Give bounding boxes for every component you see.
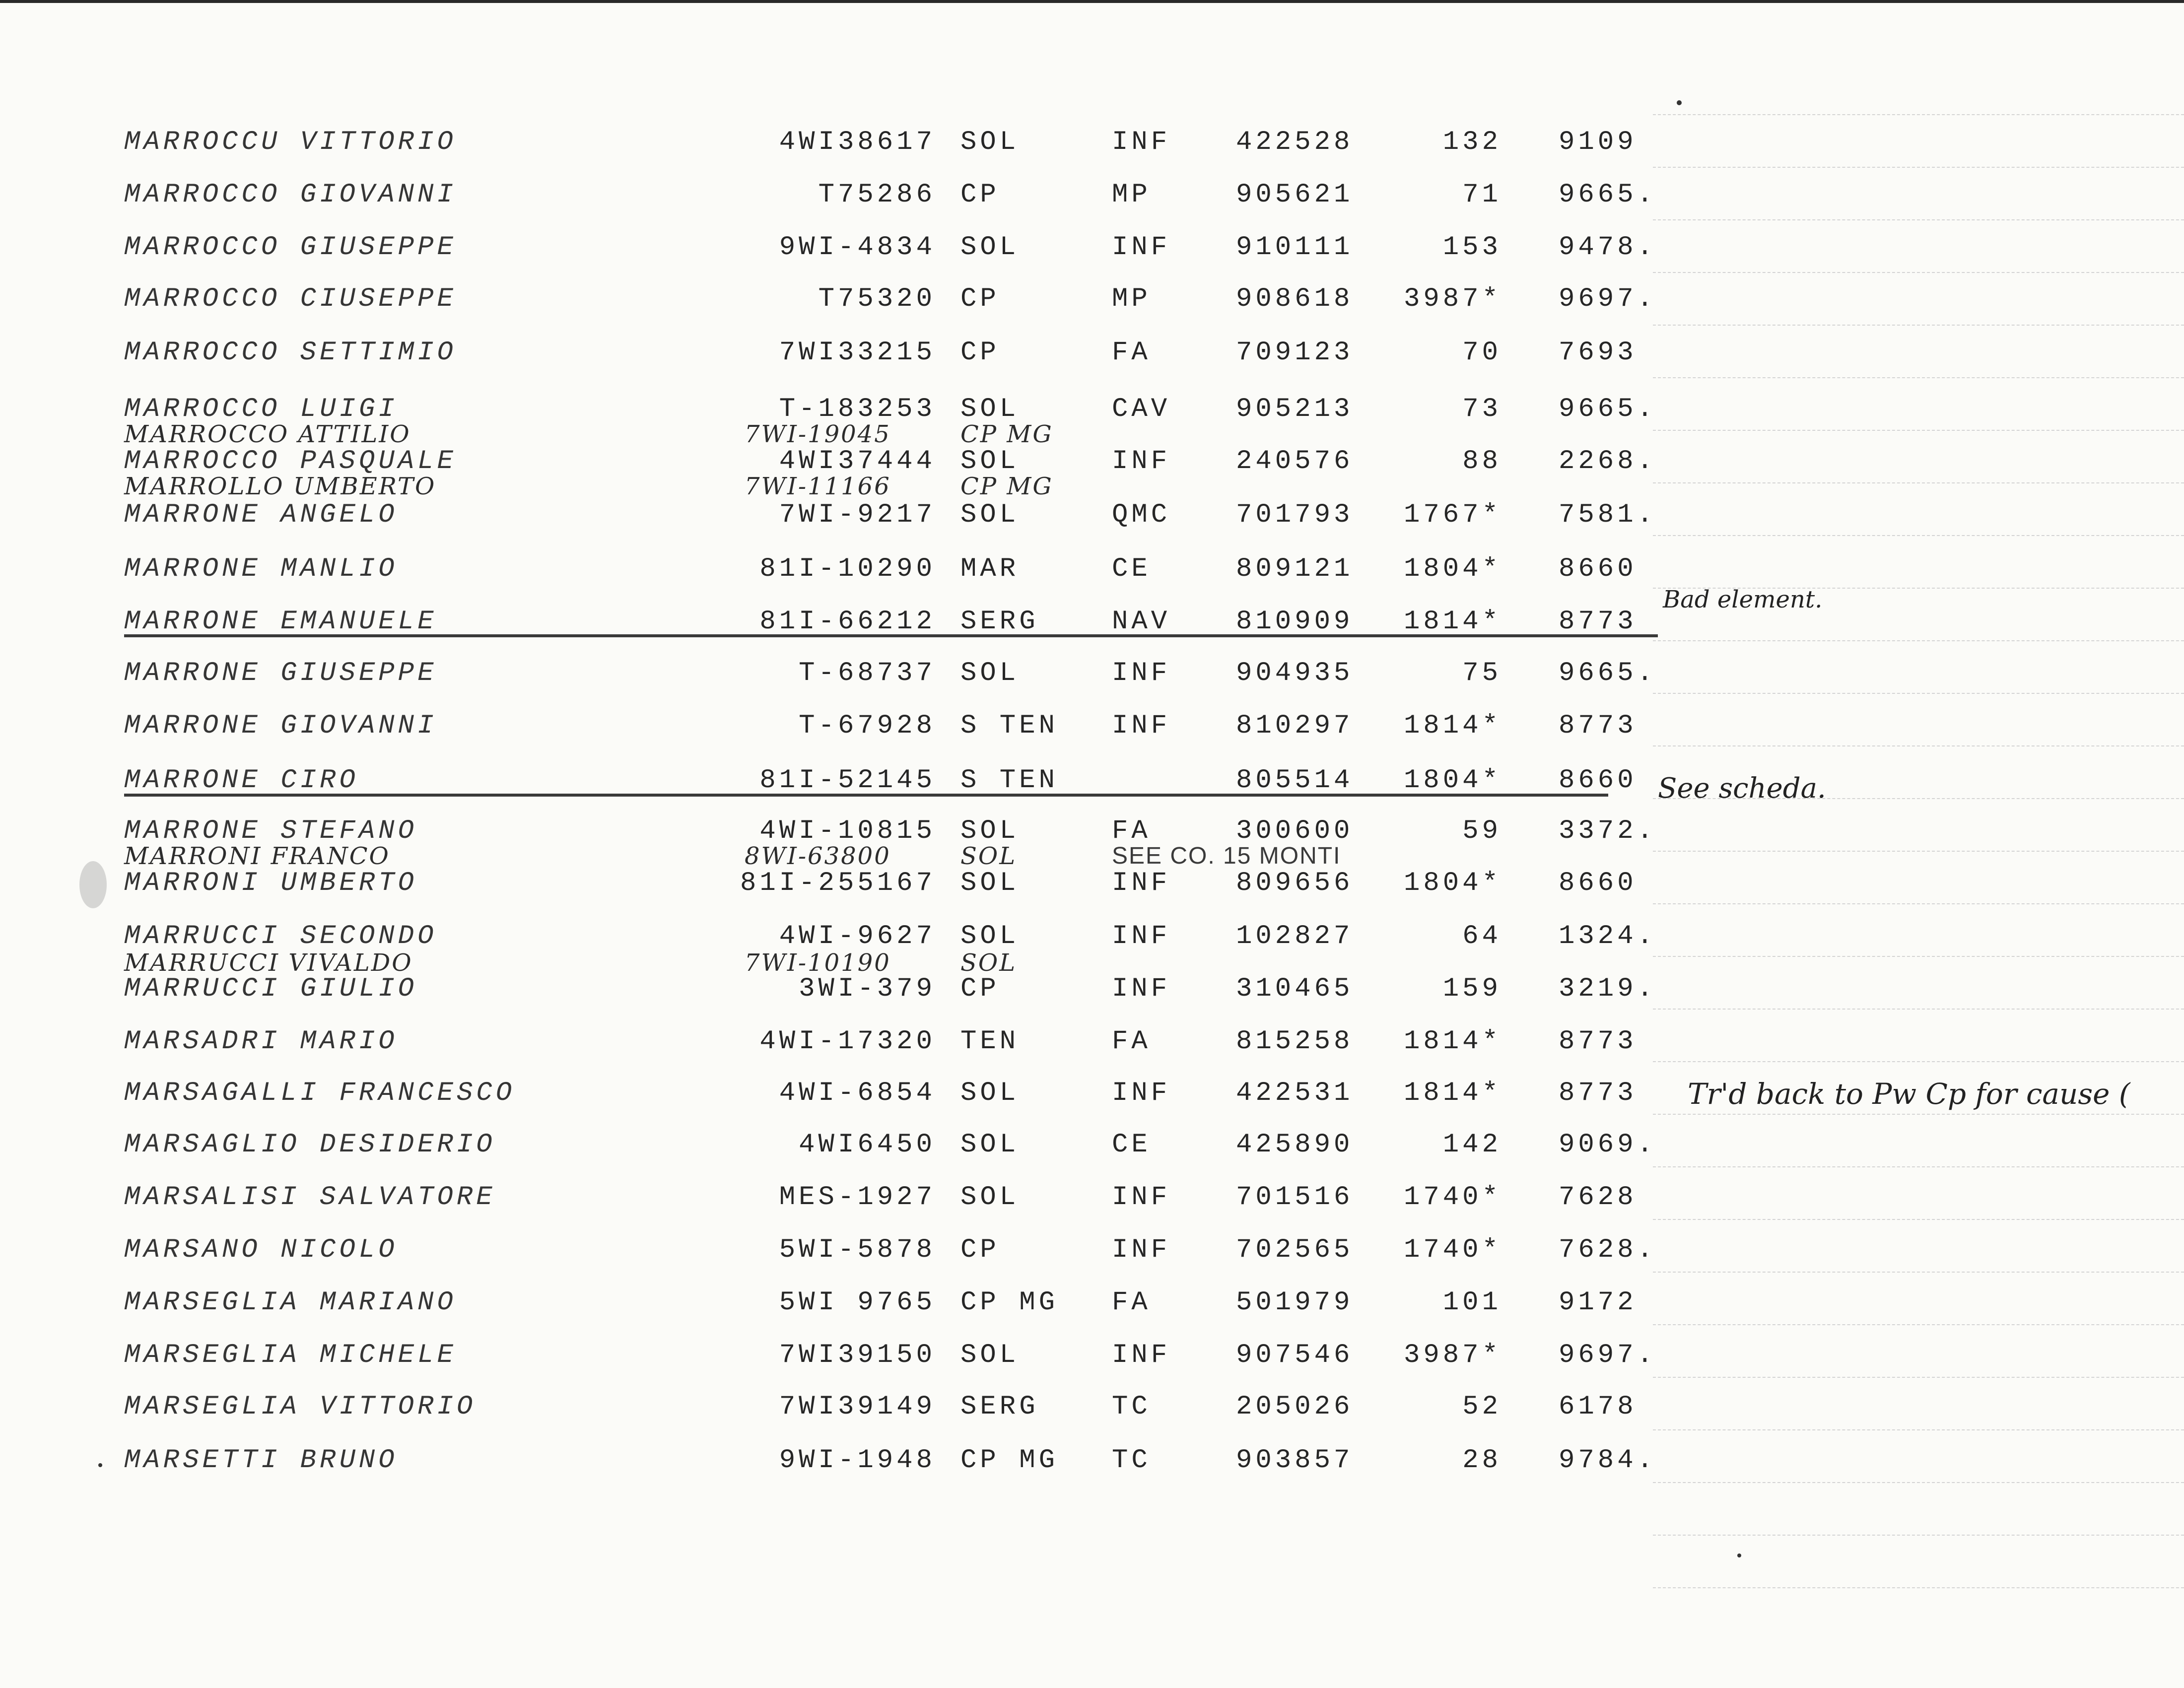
rank-cell: SOL bbox=[960, 658, 1020, 688]
rank-cell: S TEN bbox=[960, 711, 1059, 741]
rank-cell: CP bbox=[960, 338, 1000, 368]
table-row bbox=[0, 1338, 1688, 1373]
code-cell: 300600 bbox=[1236, 816, 1354, 846]
code-cell: 809656 bbox=[1236, 868, 1354, 898]
branch-cell: INF bbox=[1112, 446, 1171, 476]
guide-line bbox=[1653, 903, 2184, 904]
name-cell: MARROCCO CIUSEPPE bbox=[124, 284, 457, 314]
name-cell: MARSETTI BRUNO bbox=[124, 1445, 398, 1476]
guide-line bbox=[1653, 956, 2184, 957]
guide-line bbox=[1653, 1482, 2184, 1483]
branch-cell: FA bbox=[1112, 338, 1151, 368]
handwritten-serial: 8WI-63800 bbox=[745, 842, 891, 870]
handwritten-rank: SOL bbox=[960, 949, 1017, 977]
category-cell: 9697. bbox=[1559, 284, 1657, 314]
number-cell: 153 bbox=[1442, 232, 1502, 263]
number-cell: 1814* bbox=[1403, 1026, 1502, 1057]
name-cell: MARSEGLIA MARIANO bbox=[124, 1287, 457, 1318]
branch-cell: FA bbox=[1112, 816, 1151, 846]
category-cell: 6178 bbox=[1559, 1392, 1637, 1422]
rank-cell: SOL bbox=[960, 1130, 1020, 1160]
branch-cell: CE bbox=[1112, 554, 1151, 584]
serial-cell: T75320 bbox=[818, 284, 936, 314]
handwritten-name: MARROCCO ATTILIO bbox=[124, 420, 411, 448]
serial-cell: 5WI 9765 bbox=[779, 1287, 936, 1318]
category-cell: 7693 bbox=[1559, 338, 1637, 368]
guide-line bbox=[1653, 851, 2184, 852]
guide-line bbox=[1653, 325, 2184, 326]
name-cell: MARSEGLIA MICHELE bbox=[124, 1340, 457, 1370]
table-row bbox=[0, 125, 1688, 160]
code-cell: 240576 bbox=[1236, 446, 1354, 476]
code-cell: 905621 bbox=[1236, 180, 1354, 210]
guide-line bbox=[1653, 1114, 2184, 1115]
handwritten-serial: 7WI-19045 bbox=[745, 420, 891, 448]
name-cell: MARSALISI SALVATORE bbox=[124, 1182, 496, 1213]
code-cell: 102827 bbox=[1236, 921, 1354, 951]
category-cell: 9784. bbox=[1559, 1445, 1657, 1476]
serial-cell: 4WI6450 bbox=[799, 1130, 936, 1160]
guide-line bbox=[1653, 272, 2184, 273]
guide-line bbox=[1653, 430, 2184, 431]
rank-cell: SOL bbox=[960, 1340, 1020, 1370]
serial-cell: 4WI-10815 bbox=[759, 816, 936, 846]
name-cell: MARSEGLIA VITTORIO bbox=[124, 1392, 477, 1422]
stray-mark bbox=[98, 1463, 102, 1467]
name-cell: MARRONE EMANUELE bbox=[124, 607, 437, 637]
page-top-edge bbox=[0, 0, 2184, 3]
guide-line bbox=[1653, 693, 2184, 694]
number-cell: 70 bbox=[1462, 338, 1502, 368]
number-cell: 132 bbox=[1442, 127, 1502, 157]
name-cell: MARRONE GIUSEPPE bbox=[124, 658, 437, 688]
rank-cell: CP MG bbox=[960, 1287, 1059, 1318]
code-cell: 905213 bbox=[1236, 394, 1354, 424]
number-cell: 1740* bbox=[1403, 1235, 1502, 1265]
serial-cell: 4WI38617 bbox=[779, 127, 936, 157]
guide-line bbox=[1653, 1587, 2184, 1588]
category-cell: 3219. bbox=[1559, 974, 1657, 1004]
number-cell: 1804* bbox=[1403, 765, 1502, 796]
number-cell: 75 bbox=[1462, 658, 1502, 688]
category-cell: 8660 bbox=[1559, 868, 1637, 898]
category-cell: 9697. bbox=[1559, 1340, 1657, 1370]
code-cell: 809121 bbox=[1236, 554, 1354, 584]
code-cell: 701516 bbox=[1236, 1182, 1354, 1213]
guide-line bbox=[1653, 1377, 2184, 1378]
handwritten-row bbox=[0, 419, 1688, 449]
code-cell: 702565 bbox=[1236, 1235, 1354, 1265]
code-cell: 810909 bbox=[1236, 607, 1354, 637]
number-cell: 1804* bbox=[1403, 554, 1502, 584]
category-cell: 9069. bbox=[1559, 1130, 1657, 1160]
name-cell: MARRUCCI GIULIO bbox=[124, 974, 418, 1004]
category-cell: 9109 bbox=[1559, 127, 1637, 157]
rank-cell: SOL bbox=[960, 446, 1020, 476]
branch-cell: INF bbox=[1112, 127, 1171, 157]
name-cell: MARSADRI MARIO bbox=[124, 1026, 398, 1057]
rank-cell: S TEN bbox=[960, 765, 1059, 796]
stray-mark bbox=[1677, 100, 1682, 105]
number-cell: 3987* bbox=[1403, 1340, 1502, 1370]
table-row bbox=[0, 552, 1688, 587]
category-cell: 8660 bbox=[1559, 765, 1637, 796]
name-cell: MARRUCCI SECONDO bbox=[124, 921, 437, 951]
branch-cell: INF bbox=[1112, 1235, 1171, 1265]
table-row bbox=[0, 1128, 1688, 1162]
name-cell: MARSAGLIO DESIDERIO bbox=[124, 1130, 496, 1160]
name-cell: MARRONE CIRO bbox=[124, 765, 359, 796]
guide-line bbox=[1653, 114, 2184, 115]
branch-cell: CAV bbox=[1112, 394, 1171, 424]
rank-cell: SERG bbox=[960, 1392, 1039, 1422]
serial-cell: 81I-255167 bbox=[740, 868, 936, 898]
category-cell: 8773 bbox=[1559, 1026, 1637, 1057]
number-cell: 88 bbox=[1462, 446, 1502, 476]
rank-cell: SOL bbox=[960, 921, 1020, 951]
name-cell: MARRONE MANLIO bbox=[124, 554, 398, 584]
guide-line bbox=[1653, 1324, 2184, 1325]
handwritten-serial: 7WI-11166 bbox=[745, 473, 891, 500]
name-cell: MARRONE ANGELO bbox=[124, 500, 398, 530]
code-cell: 709123 bbox=[1236, 338, 1354, 368]
handwritten-name: MARRUCCI VIVALDO bbox=[124, 949, 413, 977]
margin-note-bad-element: Bad element. bbox=[1663, 586, 1823, 613]
name-cell: MARROCCO SETTIMIO bbox=[124, 338, 457, 368]
branch-cell: INF bbox=[1112, 974, 1171, 1004]
handwritten-name: MARROLLO UMBERTO bbox=[124, 473, 436, 500]
serial-cell: 81I-52145 bbox=[759, 765, 936, 796]
category-cell: 7628 bbox=[1559, 1182, 1637, 1213]
table-row bbox=[0, 1076, 1688, 1111]
number-cell: 159 bbox=[1442, 974, 1502, 1004]
guide-line bbox=[1653, 1219, 2184, 1220]
guide-line bbox=[1653, 1009, 2184, 1010]
rank-cell: SOL bbox=[960, 816, 1020, 846]
table-row bbox=[0, 866, 1688, 901]
number-cell: 1814* bbox=[1403, 711, 1502, 741]
name-cell: MARROCCO PASQUALE bbox=[124, 446, 457, 476]
handwritten-rank: CP MG bbox=[960, 420, 1053, 448]
table-row bbox=[0, 656, 1688, 691]
number-cell: 71 bbox=[1462, 180, 1502, 210]
category-cell: 8773 bbox=[1559, 1078, 1637, 1108]
rank-cell: SOL bbox=[960, 1078, 1020, 1108]
rank-cell: CP bbox=[960, 1235, 1000, 1265]
name-cell: MARRONE GIOVANNI bbox=[124, 711, 437, 741]
serial-cell: 7WI39149 bbox=[779, 1392, 936, 1422]
serial-cell: MES-1927 bbox=[779, 1182, 936, 1213]
rank-cell: SOL bbox=[960, 868, 1020, 898]
margin-note-transfer: Tr'd back to Pw Cp for cause ( bbox=[1688, 1077, 2130, 1111]
branch-cell: MP bbox=[1112, 180, 1151, 210]
code-cell: 310465 bbox=[1236, 974, 1354, 1004]
rank-cell: SOL bbox=[960, 394, 1020, 424]
code-cell: 205026 bbox=[1236, 1392, 1354, 1422]
rank-cell: CP bbox=[960, 284, 1000, 314]
guide-line bbox=[1653, 745, 2184, 746]
branch-cell: INF bbox=[1112, 711, 1171, 741]
table-row bbox=[0, 1285, 1688, 1320]
stray-mark bbox=[1737, 1553, 1741, 1557]
category-cell: 9478. bbox=[1559, 232, 1657, 263]
category-cell: 9172 bbox=[1559, 1287, 1637, 1318]
name-cell: MARROCCO GIUSEPPE bbox=[124, 232, 457, 263]
table-row bbox=[0, 1390, 1688, 1424]
typed-note: SEE CO. 15 MONTI bbox=[1112, 843, 1341, 869]
table-row bbox=[0, 498, 1688, 533]
branch-cell: INF bbox=[1112, 658, 1171, 688]
number-cell: 73 bbox=[1462, 394, 1502, 424]
serial-cell: 7WI39150 bbox=[779, 1340, 936, 1370]
serial-cell: 81I-10290 bbox=[759, 554, 936, 584]
guide-line bbox=[1653, 167, 2184, 168]
branch-cell: NAV bbox=[1112, 607, 1171, 637]
rank-cell: TEN bbox=[960, 1026, 1020, 1057]
name-cell: MARRONE STEFANO bbox=[124, 816, 418, 846]
branch-cell: INF bbox=[1112, 921, 1171, 951]
name-cell: MARROCCO GIOVANNI bbox=[124, 180, 457, 210]
category-cell: 7628. bbox=[1559, 1235, 1657, 1265]
code-cell: 815258 bbox=[1236, 1026, 1354, 1057]
serial-cell: T-183253 bbox=[779, 394, 936, 424]
table-row bbox=[0, 1024, 1688, 1059]
serial-cell: 4WI-6854 bbox=[779, 1078, 936, 1108]
rank-cell: SOL bbox=[960, 232, 1020, 263]
category-cell: 9665. bbox=[1559, 180, 1657, 210]
branch-cell: QMC bbox=[1112, 500, 1171, 530]
branch-cell: TC bbox=[1112, 1392, 1151, 1422]
name-cell: MARROCCU VITTORIO bbox=[124, 127, 457, 157]
handwritten-row bbox=[0, 841, 1688, 871]
serial-cell: 7WI-9217 bbox=[779, 500, 936, 530]
rank-cell: MAR bbox=[960, 554, 1020, 584]
serial-cell: T-68737 bbox=[799, 658, 936, 688]
serial-cell: 5WI-5878 bbox=[779, 1235, 936, 1265]
underline-rule bbox=[124, 794, 1608, 797]
table-row bbox=[0, 282, 1688, 317]
guide-line bbox=[1653, 640, 2184, 641]
category-cell: 8773 bbox=[1559, 711, 1637, 741]
category-cell: 3372. bbox=[1559, 816, 1657, 846]
branch-cell: INF bbox=[1112, 232, 1171, 263]
table-row bbox=[0, 1443, 1688, 1478]
table-row bbox=[0, 1233, 1688, 1268]
category-cell: 2268. bbox=[1559, 446, 1657, 476]
underline-rule bbox=[124, 634, 1658, 637]
category-cell: 9665. bbox=[1559, 658, 1657, 688]
handwritten-row bbox=[0, 472, 1688, 501]
number-cell: 1740* bbox=[1403, 1182, 1502, 1213]
branch-cell: FA bbox=[1112, 1026, 1151, 1057]
serial-cell: 4WI37444 bbox=[779, 446, 936, 476]
handwritten-rank: CP MG bbox=[960, 473, 1053, 500]
number-cell: 28 bbox=[1462, 1445, 1502, 1476]
branch-cell: FA bbox=[1112, 1287, 1151, 1318]
code-cell: 810297 bbox=[1236, 711, 1354, 741]
handwritten-name: MARRONI FRANCO bbox=[124, 842, 390, 870]
guide-line bbox=[1653, 377, 2184, 378]
code-cell: 422528 bbox=[1236, 127, 1354, 157]
guide-line bbox=[1653, 535, 2184, 536]
category-cell: 8660 bbox=[1559, 554, 1637, 584]
handwritten-row bbox=[0, 948, 1688, 978]
ink-smudge bbox=[79, 861, 107, 908]
number-cell: 59 bbox=[1462, 816, 1502, 846]
guide-line bbox=[1653, 219, 2184, 220]
branch-cell: INF bbox=[1112, 1340, 1171, 1370]
table-row bbox=[0, 230, 1688, 265]
code-cell: 908618 bbox=[1236, 284, 1354, 314]
branch-cell: TC bbox=[1112, 1445, 1151, 1476]
rank-cell: CP bbox=[960, 974, 1000, 1004]
guide-line bbox=[1653, 482, 2184, 483]
rank-cell: SOL bbox=[960, 1182, 1020, 1213]
serial-cell: T-67928 bbox=[799, 711, 936, 741]
number-cell: 1767* bbox=[1403, 500, 1502, 530]
branch-cell: INF bbox=[1112, 1182, 1171, 1213]
name-cell: MARROCCO LUIGI bbox=[124, 394, 398, 424]
serial-cell: 9WI-1948 bbox=[779, 1445, 936, 1476]
serial-cell: 4WI-9627 bbox=[779, 921, 936, 951]
category-cell: 7581. bbox=[1559, 500, 1657, 530]
number-cell: 1814* bbox=[1403, 1078, 1502, 1108]
code-cell: 425890 bbox=[1236, 1130, 1354, 1160]
serial-cell: 9WI-4834 bbox=[779, 232, 936, 263]
name-cell: MARSAGALLI FRANCESCO bbox=[124, 1078, 516, 1108]
serial-cell: T75286 bbox=[818, 180, 936, 210]
rank-cell: SOL bbox=[960, 127, 1020, 157]
branch-cell: CE bbox=[1112, 1130, 1151, 1160]
guide-line bbox=[1653, 1429, 2184, 1430]
category-cell: 9665. bbox=[1559, 394, 1657, 424]
code-cell: 904935 bbox=[1236, 658, 1354, 688]
rank-cell: CP MG bbox=[960, 1445, 1059, 1476]
category-cell: 8773 bbox=[1559, 607, 1637, 637]
number-cell: 142 bbox=[1442, 1130, 1502, 1160]
table-row bbox=[0, 178, 1688, 212]
code-cell: 907546 bbox=[1236, 1340, 1354, 1370]
number-cell: 52 bbox=[1462, 1392, 1502, 1422]
table-row bbox=[0, 336, 1688, 370]
serial-cell: 7WI33215 bbox=[779, 338, 936, 368]
branch-cell: INF bbox=[1112, 868, 1171, 898]
code-cell: 422531 bbox=[1236, 1078, 1354, 1108]
code-cell: 501979 bbox=[1236, 1287, 1354, 1318]
handwritten-rank: SOL bbox=[960, 842, 1017, 870]
branch-cell: INF bbox=[1112, 1078, 1171, 1108]
category-cell: 1324. bbox=[1559, 921, 1657, 951]
number-cell: 1814* bbox=[1403, 607, 1502, 637]
serial-cell: 4WI-17320 bbox=[759, 1026, 936, 1057]
margin-note-see-scheda: See scheda. bbox=[1658, 772, 1826, 805]
serial-cell: 81I-66212 bbox=[759, 607, 936, 637]
table-row bbox=[0, 763, 1688, 798]
serial-cell: 3WI-379 bbox=[799, 974, 936, 1004]
number-cell: 101 bbox=[1442, 1287, 1502, 1318]
guide-line bbox=[1653, 1166, 2184, 1167]
number-cell: 1804* bbox=[1403, 868, 1502, 898]
code-cell: 910111 bbox=[1236, 232, 1354, 263]
rank-cell: CP bbox=[960, 180, 1000, 210]
number-cell: 3987* bbox=[1403, 284, 1502, 314]
table-row bbox=[0, 1180, 1688, 1215]
code-cell: 805514 bbox=[1236, 765, 1354, 796]
guide-line bbox=[1653, 1535, 2184, 1536]
number-cell: 64 bbox=[1462, 921, 1502, 951]
code-cell: 701793 bbox=[1236, 500, 1354, 530]
name-cell: MARSANO NICOLO bbox=[124, 1235, 398, 1265]
rank-cell: SERG bbox=[960, 607, 1039, 637]
branch-cell: MP bbox=[1112, 284, 1151, 314]
guide-line bbox=[1653, 1061, 2184, 1062]
name-cell: MARRONI UMBERTO bbox=[124, 868, 418, 898]
table-row bbox=[0, 709, 1688, 743]
rank-cell: SOL bbox=[960, 500, 1020, 530]
guide-line bbox=[1653, 1272, 2184, 1273]
handwritten-serial: 7WI-10190 bbox=[745, 949, 891, 977]
code-cell: 903857 bbox=[1236, 1445, 1354, 1476]
